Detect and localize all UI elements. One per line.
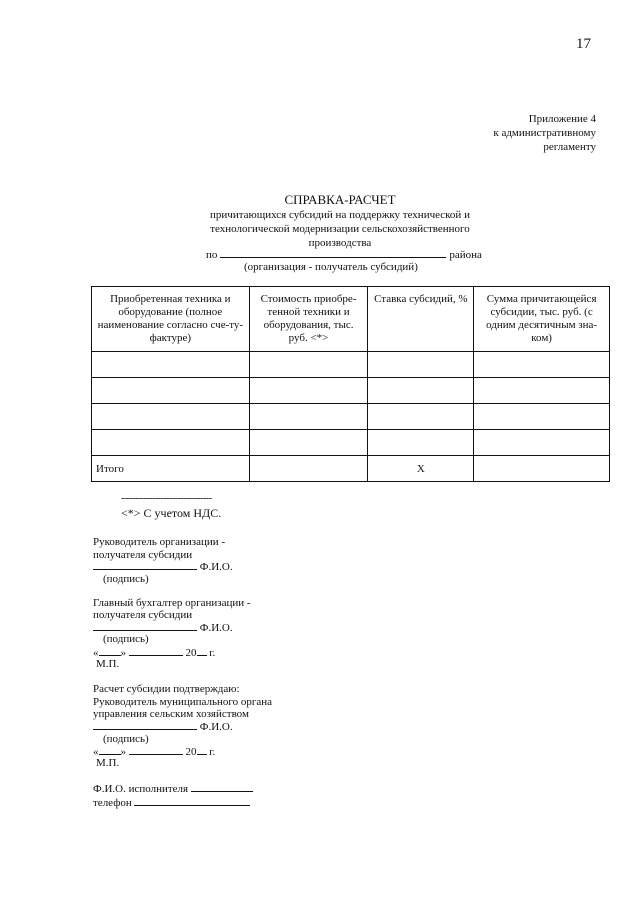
- signature-blank[interactable]: [93, 560, 197, 570]
- table-cell[interactable]: [474, 352, 610, 378]
- footnote-separator: --------------------------------: [121, 493, 212, 504]
- executor-blank[interactable]: [191, 782, 253, 792]
- year-blank[interactable]: [197, 745, 207, 755]
- subtitle-line: производства: [308, 237, 372, 249]
- head-signature-line: [93, 560, 233, 574]
- table-cell[interactable]: [474, 378, 610, 404]
- appendix-line: регламенту: [543, 141, 596, 153]
- month-blank[interactable]: [129, 745, 183, 755]
- signature-blank[interactable]: [93, 720, 197, 730]
- column-header-subsidy: Сумма причитающейся субсидии, тыс. руб. (с одним десятичным зна-ком): [474, 287, 610, 352]
- table-cell[interactable]: [249, 352, 368, 378]
- phone-label: телефон: [93, 797, 132, 809]
- table-cell[interactable]: [474, 430, 610, 456]
- table-cell[interactable]: [92, 378, 250, 404]
- accountant-title-line: получателя субсидии: [93, 609, 193, 621]
- executor-label: Ф.И.О. исполнителя: [93, 783, 189, 795]
- appendix-heading: [493, 112, 596, 154]
- page-number: 17: [576, 36, 591, 52]
- head-title-line: получателя субсидии: [93, 549, 193, 561]
- month-blank[interactable]: [129, 646, 183, 656]
- subtitle-line: причитающихся субсидий на поддержку технической и: [210, 209, 470, 221]
- confirm-line: Расчет субсидии подтверждаю:: [93, 683, 240, 695]
- stamp-label: М.П.: [96, 658, 120, 670]
- year-suffix: г.: [209, 746, 216, 758]
- district-line: [206, 247, 482, 261]
- column-header-rate: Ставка субсидий, %: [368, 287, 474, 352]
- total-row: [92, 456, 610, 482]
- year-suffix: г.: [209, 647, 216, 659]
- date-quote: »: [120, 746, 126, 758]
- total-label: Итого: [92, 456, 250, 482]
- fio-label: Ф.И.О.: [199, 721, 233, 733]
- head-title-line: Руководитель организации -: [93, 536, 226, 548]
- day-blank[interactable]: [99, 646, 121, 656]
- year-prefix: 20: [185, 746, 197, 758]
- table-cell[interactable]: [368, 404, 474, 430]
- table-cell[interactable]: [474, 456, 610, 482]
- column-header-equipment: Приобретенная техника и оборудование (полное наименование согласно сче-ту-фактуре): [92, 287, 250, 352]
- appendix-line: к административному: [493, 127, 596, 139]
- table-cell[interactable]: [368, 352, 474, 378]
- signature-caption: (подпись): [103, 633, 149, 645]
- district-prefix: по: [206, 249, 218, 261]
- confirm-line: управления сельским хозяйством: [93, 708, 249, 720]
- document-subtitle: [180, 208, 500, 250]
- phone-blank[interactable]: [134, 796, 250, 806]
- subtitle-line: технологической модернизации сельскохозяйственного: [210, 223, 470, 235]
- table-cell[interactable]: [249, 378, 368, 404]
- date-quote: »: [120, 647, 126, 659]
- table-cell[interactable]: [474, 404, 610, 430]
- organization-note: (организация - получатель субсидий): [244, 261, 418, 273]
- district-suffix: района: [449, 249, 482, 261]
- table-cell[interactable]: [249, 456, 368, 482]
- fio-label: Ф.И.О.: [199, 622, 233, 634]
- table-cell[interactable]: [368, 430, 474, 456]
- appendix-line: Приложение 4: [528, 113, 596, 125]
- confirm-line: Руководитель муниципального органа: [93, 696, 273, 708]
- year-blank[interactable]: [197, 646, 207, 656]
- stamp-label: М.П.: [96, 757, 120, 769]
- phone-line: [93, 796, 250, 810]
- table-cell[interactable]: [92, 404, 250, 430]
- column-header-cost: Стоимость приобре-тенной техники и оборудования, тыс. руб. <*>: [249, 287, 368, 352]
- accountant-title-line: Главный бухгалтер организации -: [93, 597, 251, 609]
- date-quote: «: [93, 647, 99, 659]
- table-header-row: [92, 287, 610, 352]
- table-row: [92, 404, 610, 430]
- executor-line: [93, 782, 253, 796]
- signature-blank[interactable]: [93, 621, 197, 631]
- table-cell[interactable]: [368, 378, 474, 404]
- total-rate-mark: X: [368, 456, 474, 482]
- signature-caption: (подпись): [103, 733, 149, 745]
- document-title: СПРАВКА-РАСЧЕТ: [284, 192, 396, 207]
- table-cell[interactable]: [92, 430, 250, 456]
- table-row: [92, 352, 610, 378]
- date-quote: «: [93, 746, 99, 758]
- organization-blank[interactable]: [220, 247, 446, 258]
- table-row: [92, 430, 610, 456]
- table-cell[interactable]: [249, 404, 368, 430]
- confirm-signature-line: [93, 720, 233, 734]
- signature-caption: (подпись): [103, 573, 149, 585]
- year-prefix: 20: [185, 647, 197, 659]
- table-cell[interactable]: [249, 430, 368, 456]
- footnote-text: <*> С учетом НДС.: [121, 506, 222, 520]
- calculation-table: [91, 286, 610, 482]
- table-row: [92, 378, 610, 404]
- fio-label: Ф.И.О.: [199, 561, 233, 573]
- day-blank[interactable]: [99, 745, 121, 755]
- table-cell[interactable]: [92, 352, 250, 378]
